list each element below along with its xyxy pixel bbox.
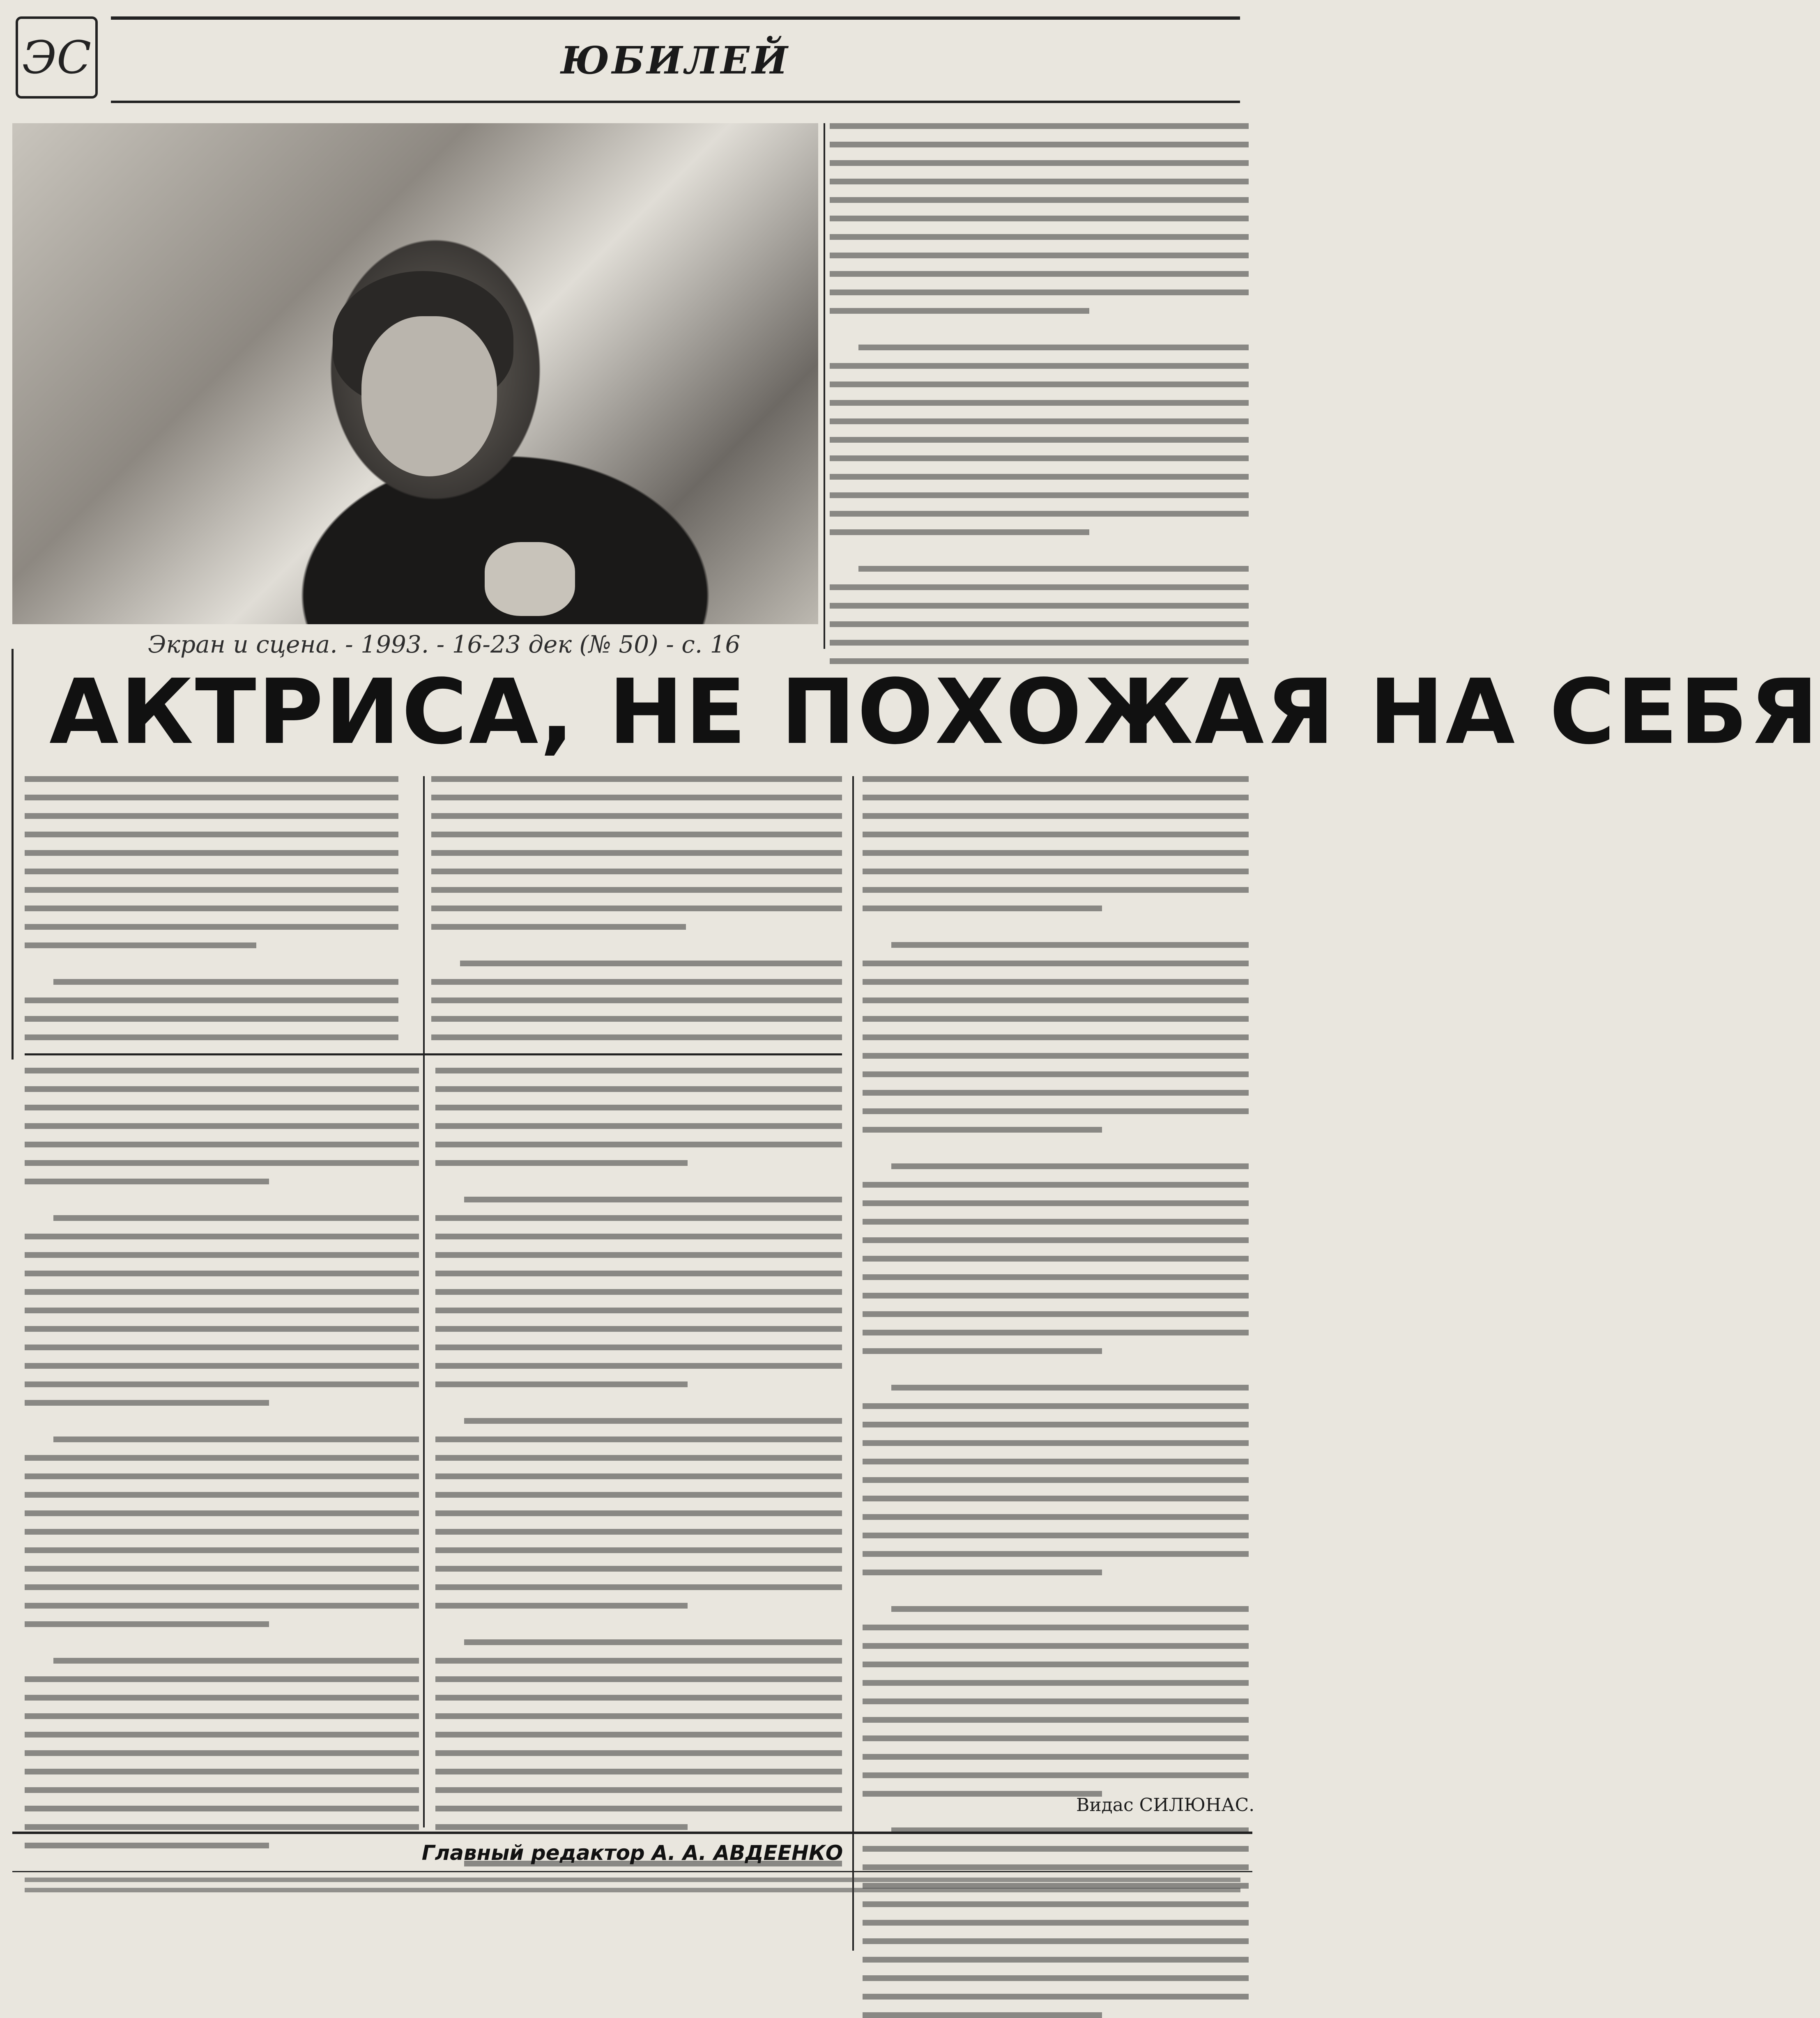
text-line [863,1772,1249,1778]
text-line [25,1142,419,1147]
text-line [863,1975,1249,1981]
text-line [435,1510,842,1516]
text-line [830,363,1249,369]
lead-column-2 [431,776,842,1043]
text-line [25,1308,419,1313]
text-line [25,1529,419,1535]
text-line [25,1381,419,1387]
lead-column-1 [25,776,398,1035]
text-line [25,998,398,1003]
text-line [863,1108,1249,1114]
text-line [25,1806,419,1811]
text-line [830,308,1089,314]
text-line [25,1086,419,1092]
author-signature: Видас СИЛЮНАС. [1076,1795,1255,1816]
header-rule-bottom [111,101,1240,103]
text-line [858,345,1249,350]
body-column-top-right [830,123,1249,649]
text-line [435,1473,842,1479]
text-line [25,1455,419,1461]
text-line [863,1791,1102,1797]
publication-logo [16,16,98,99]
text-line [25,1566,419,1572]
footer-rule-bottom [12,1871,1252,1872]
text-line [431,869,842,874]
column-divider [824,123,825,649]
text-line [863,961,1249,966]
text-line [830,216,1249,221]
text-line [464,1197,842,1202]
text-line [863,1348,1102,1354]
text-line [863,1274,1249,1280]
text-line [863,1643,1249,1649]
text-line [53,979,398,985]
text-line [863,1514,1249,1520]
text-line [863,1570,1102,1575]
text-lines [25,776,398,1040]
text-line [435,1824,688,1830]
text-line [25,1492,419,1498]
text-line [435,1345,842,1350]
text-line [863,1533,1249,1538]
text-line [25,1769,419,1774]
text-line [863,1422,1249,1427]
text-line [53,1215,419,1221]
text-line [25,1123,419,1129]
text-line [830,142,1249,147]
text-line [25,1160,419,1166]
text-line [25,776,398,782]
text-line [863,1994,1249,2000]
text-line [25,813,398,819]
text-line [830,492,1249,498]
header-rule-top [111,16,1240,20]
text-line [25,1695,419,1701]
text-line [435,1363,842,1369]
text-line [25,1252,419,1258]
text-line [25,1750,419,1756]
text-line [431,887,842,893]
text-line [435,1308,842,1313]
text-line [863,1625,1249,1630]
text-line [435,1750,842,1756]
text-line [863,1034,1249,1040]
text-line [25,1326,419,1332]
editor-line: Главный редактор А. А. АВДЕЕНКО [421,1841,843,1865]
text-line [431,850,842,856]
text-line [830,529,1089,535]
text-line [863,832,1249,837]
text-line [435,1492,842,1498]
text-line [863,1200,1249,1206]
text-line [830,179,1249,184]
text-line [435,1787,842,1793]
text-line [431,795,842,800]
text-line [25,887,398,893]
text-line [435,1584,842,1590]
column-divider [423,776,425,1827]
text-line [863,1920,1249,1926]
text-line [25,1584,419,1590]
lead-bottom-rule [25,1053,842,1055]
text-line [435,1529,842,1535]
text-line [435,1437,842,1442]
text-line [435,1234,842,1239]
article-headline: АКТРИСА, НЕ ПОХОЖАЯ НА СЕБЯ [49,660,1820,764]
imprint-line [25,1878,1240,1882]
text-line [863,1182,1249,1188]
handwritten-citation: Экран и сцена. - 1993. - 16-23 дек (№ 50) - с. 16 [148,630,741,658]
text-line [863,1662,1249,1667]
text-line [830,474,1249,480]
text-line [431,1016,842,1022]
text-line [431,979,842,985]
text-line [435,1289,842,1295]
text-line [435,1713,842,1719]
text-line [830,621,1249,627]
text-line [25,850,398,856]
text-line [431,998,842,1003]
text-line [25,1732,419,1738]
text-line [858,566,1249,572]
photo-hand-shape [485,542,575,616]
text-line [863,1127,1102,1133]
text-line [435,1086,842,1092]
text-line [25,1105,419,1110]
body-column-middle [435,1068,842,1823]
text-line [863,1735,1249,1741]
text-line [863,887,1249,893]
text-line [460,961,842,966]
section-rubric: ЮБИЛЕЙ [561,38,790,83]
text-line [830,400,1249,406]
text-line [830,437,1249,443]
text-line [435,1271,842,1276]
text-line [863,979,1249,985]
text-line [435,1676,842,1682]
text-line [830,511,1249,517]
text-line [25,1363,419,1369]
text-line [863,1496,1249,1501]
text-line [25,1473,419,1479]
text-line [431,1034,842,1040]
text-line [435,1806,842,1811]
imprint-line [25,1888,1240,1892]
text-line [863,1754,1249,1760]
text-line [25,942,256,948]
text-line [830,234,1249,240]
text-line [863,1090,1249,1096]
text-line [830,584,1249,590]
text-line [863,1256,1249,1262]
text-line [431,924,686,930]
text-line [25,1824,419,1830]
text-line [435,1252,842,1258]
text-line [464,1418,842,1424]
text-line [891,1606,1249,1612]
text-line [435,1547,842,1553]
text-line [25,832,398,837]
text-lines [25,1068,419,1848]
text-line [25,1603,419,1609]
text-line [435,1603,688,1609]
text-line [25,1034,398,1040]
imprint-block [25,1878,1240,1892]
text-line [863,850,1249,856]
text-line [25,1016,398,1022]
text-line [25,1547,419,1553]
footer-rule-top [12,1832,1252,1834]
text-line [431,906,842,911]
text-line [863,1680,1249,1686]
text-line [863,1330,1249,1335]
text-line [863,1957,1249,1963]
text-line [863,1938,1249,1944]
text-line [431,776,842,782]
text-line [431,832,842,837]
text-line [435,1732,842,1738]
text-line [464,1639,842,1645]
text-line [863,1293,1249,1299]
text-lines [431,776,842,1040]
text-line [863,1459,1249,1464]
text-line [891,942,1249,948]
text-line [25,1068,419,1073]
column-divider [852,776,854,1951]
text-line [435,1142,842,1147]
text-line [25,1179,269,1184]
text-line [863,813,1249,819]
text-line [435,1695,842,1701]
text-line [830,382,1249,387]
text-line [863,1053,1249,1059]
text-line [830,640,1249,646]
text-line [830,603,1249,609]
text-line [863,1477,1249,1483]
text-line [863,1403,1249,1409]
text-line [863,1699,1249,1704]
text-line [25,906,398,911]
text-line [830,271,1249,277]
text-line [25,1787,419,1793]
text-line [863,795,1249,800]
text-line [435,1105,842,1110]
text-line [435,1326,842,1332]
text-line [830,123,1249,129]
text-line [25,1400,269,1406]
text-line [863,998,1249,1003]
text-line [25,1345,419,1350]
text-line [25,1676,419,1682]
text-line [830,253,1249,258]
text-line [25,1510,419,1516]
text-line [25,1621,269,1627]
text-line [435,1160,688,1166]
text-line [863,1219,1249,1225]
text-line [863,1016,1249,1022]
text-line [25,869,398,874]
text-line [53,1437,419,1442]
text-line [25,924,398,930]
text-lines [830,123,1249,664]
text-line [25,795,398,800]
text-line [891,1385,1249,1391]
body-column-left [25,1068,419,1823]
text-line [830,197,1249,203]
text-line [863,2012,1102,2018]
text-line [863,1717,1249,1723]
actress-photo [12,123,818,624]
body-column-right [863,776,1255,1951]
logo-text: ЭС [22,31,92,84]
text-line [830,455,1249,461]
text-line [435,1381,688,1387]
text-line [25,1713,419,1719]
text-line [435,1068,842,1073]
text-line [435,1658,842,1664]
text-line [830,160,1249,166]
text-line [863,1311,1249,1317]
text-line [435,1566,842,1572]
text-line [863,1071,1249,1077]
text-lines [435,1068,842,1866]
text-line [830,290,1249,295]
text-line [435,1769,842,1774]
text-line [431,813,842,819]
text-line [25,1271,419,1276]
text-line [25,1289,419,1295]
text-line [53,1658,419,1664]
text-line [863,1551,1249,1557]
text-line [25,1234,419,1239]
text-line [863,1901,1249,1907]
text-line [891,1163,1249,1169]
text-line [863,1440,1249,1446]
text-line [435,1123,842,1129]
text-line [435,1455,842,1461]
photo-face-shape [361,316,497,476]
lead-border [12,649,14,1060]
text-line [830,418,1249,424]
text-line [863,906,1102,911]
text-line [863,776,1249,782]
text-line [863,869,1249,874]
text-line [435,1215,842,1221]
text-line [863,1237,1249,1243]
